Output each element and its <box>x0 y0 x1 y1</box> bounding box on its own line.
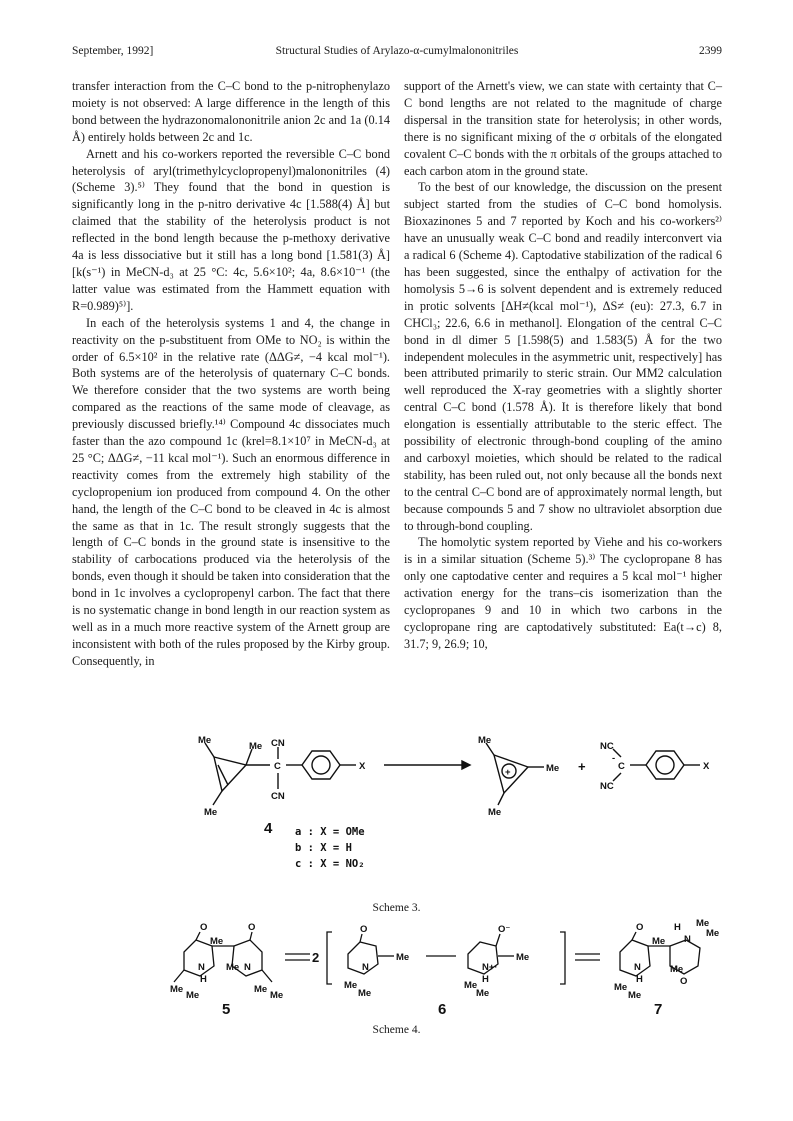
methyl-label: Me <box>249 741 263 752</box>
stoichiometry-label: 2 <box>312 950 320 965</box>
methyl-label: Me <box>270 990 284 1001</box>
methyl-label: Me <box>198 735 212 746</box>
methyl-label: Me <box>488 807 502 818</box>
methyl-label: Me <box>186 990 200 1001</box>
compound-number: 5 <box>222 1001 231 1018</box>
oxygen-anion-label: O⁻ <box>498 924 511 935</box>
oxygen-label: O <box>200 922 208 933</box>
hydrogen-label: H <box>674 922 681 933</box>
hydrogen-label: H <box>636 974 643 985</box>
methyl-label: Me <box>464 980 478 991</box>
compound-number: 6 <box>438 1001 447 1018</box>
methyl-label: Me <box>344 980 358 991</box>
cyclopropenium-ring <box>494 755 528 793</box>
nitrile-label: CN <box>271 791 285 802</box>
methyl-label: Me <box>628 990 642 1001</box>
nitrogen-label: N <box>684 934 691 945</box>
substituent-x-label: X <box>703 761 710 772</box>
nitrile-label: CN <box>271 738 285 749</box>
scheme-3-figure <box>0 735 793 885</box>
right-column <box>404 78 722 653</box>
paragraph: The homolytic system reported by Viehe and his co-workers is in a similar situation (Scheme 5).³⁾ The cyclopropane 8 has only one captodative center and requires a 5 kcal mol⁻¹ higher activation energy for the trans–cis isomerization than the cyclopropanes 9 and 10 in which two carbons in the cyclopropane ring are captodatively substituted: Ea(t→c) 8, 31.7; 9, 26.9; 10, <box>404 535 722 651</box>
methyl-label: Me <box>476 988 490 999</box>
legend-c: c : X = NO₂ <box>295 858 365 870</box>
legend-a: a : X = OMe <box>295 826 365 838</box>
hydrogen-label: H <box>482 974 489 985</box>
methyl-label: Me <box>706 928 720 939</box>
methyl-label: Me <box>358 988 372 999</box>
scheme-3-caption: Scheme 3. <box>372 902 421 914</box>
plus-sign: + <box>578 759 586 774</box>
paragraph: support of the Arnett's view, we can state with certainty that C–C bond lengths are not related to the magnitude of charge dispersal in the transition state for heterolysis; in other words, there is no significant mixing of the σ orbitals of the elongated covalent C–C bonds with the π orbitals of the groups attached to each carbon atom in the ground state. <box>404 79 722 178</box>
methyl-label: Me <box>670 964 684 975</box>
plus-charge-label: + <box>505 767 511 778</box>
methyl-label: Me <box>516 952 530 963</box>
legend-b: b : X = H <box>295 842 352 854</box>
carbon-label: C <box>618 761 625 772</box>
header-title: Structural Studies of Arylazo-α-cumylmalononitriles <box>275 45 519 57</box>
oxygen-label: O <box>636 922 644 933</box>
nitrogen-label: N <box>362 962 369 973</box>
nitrile-label: NC <box>600 741 614 752</box>
methyl-label: Me <box>546 763 560 774</box>
methyl-label: Me <box>210 936 224 947</box>
methyl-label: Me <box>170 984 184 995</box>
methyl-label: Me <box>396 952 410 963</box>
compound-number: 4 <box>264 820 273 837</box>
running-header <box>72 45 722 63</box>
benzene-ring <box>302 751 340 779</box>
hydrogen-label: H <box>200 974 207 985</box>
scheme-4-caption: Scheme 4. <box>372 1024 421 1036</box>
oxygen-label: O <box>680 976 688 987</box>
compound-number: 7 <box>654 1001 663 1018</box>
carbon-label: C <box>274 761 281 772</box>
methyl-label: Me <box>254 984 268 995</box>
nitrogen-label: N <box>244 962 251 973</box>
left-column <box>72 78 390 670</box>
paragraph: In each of the heterolysis systems 1 and 4, the change in reactivity on the p-substituent from OMe to NO₂ is within the order of 6.5×10² in the relative rate (ΔΔG≠, −4 kcal mol⁻¹). Both systems are of the heterolysis of quaternary C–C bonds. We therefore consider that the two systems are worth being compared as the reactions of the same mode of cleavage, as previously discussed briefly.¹⁴⁾ Compound 4c dissociates much faster than the azo compound 1c (krel=8.1×10⁷ in MeCN-d₃ at 25 °C; ΔΔG≠, −11 kcal mol⁻¹). Such an enormous difference in reactivity comes from the extremely high stability of the cyclopropenium ion produced from compound 4. On the other hand, the length of the C–C bond to be cleaved in 4c is almost the same as that in 1c. The result strongly suggests that the length of C–C bonds in the ground state is insensitive to the stability of carbocations produced via the heterolysis of the bonds, even though it should be taken into consideration that the bond in 1c involves a cyclopropenyl carbon. The fact that there is no systematic change in bond length in our reaction system as well as in a much more reactive system of the Arnett group are inconsistent with both of the rules proposed by the Kirby group. Consequently, in <box>72 315 390 668</box>
methyl-label: Me <box>652 936 666 947</box>
methyl-label: Me <box>226 962 240 973</box>
methyl-label: Me <box>696 918 710 929</box>
minus-charge-label: - <box>612 753 616 764</box>
paragraph: transfer interaction from the C–C bond to the p-nitrophenylazo moiety is not observed: A large difference in the length of this bond between the hydrazonomalononitrile anion 2c and 1a (0.14 Å) entirely holds between 2c and 1c. <box>72 79 390 144</box>
scheme-4-figure <box>0 918 793 1018</box>
oxygen-label: O <box>360 924 368 935</box>
substituent-x-label: X <box>359 761 366 772</box>
methyl-label: Me <box>478 735 492 746</box>
oxygen-label: O <box>248 922 256 933</box>
nitrogen-label: N <box>634 962 641 973</box>
nitrile-label: NC <box>600 781 614 792</box>
benzene-ring <box>646 751 684 779</box>
nitrogen-label: N <box>198 962 205 973</box>
paragraph: Arnett and his co-workers reported the reversible C–C bond heterolysis of aryl(trimethylcyclopropenyl)malononitriles (4) (Scheme 3).⁵⁾ They found that the bond in question is significantly long in the p-nitro derivative 4c [1.588(4) Å] but claimed that the stability of the heterolysis product is not reflected in the bond length because the p-methoxy derivative 4a is less dissociative but it still has a long bond [1.581(3) Å] [k(s⁻¹) in MeCN-d₃ at 25 °C: 4c, 5.6×10²; 4a, 8.6×10⁻¹ (the latter value was estimated from the Hammett equation with R=0.989)⁵⁾]. <box>72 146 390 313</box>
methyl-label: Me <box>614 982 628 993</box>
page-number: 2399 <box>699 45 722 57</box>
methyl-label: Me <box>204 807 218 818</box>
header-date: September, 1992] <box>72 45 154 57</box>
paragraph: To the best of our knowledge, the discussion on the present subject started from the studies of C–C bond homolysis. Bioxazinones 5 and 7 reported by Koch and his co-workers²⁾ have an unusually weak C–C bond and readily interconvert via a radical 6 (Scheme 4). Captodative stabilization of the radical 6 has been suggested, since the enthalpy of activation for the homolysis 5→6 is solvent dependent and is extremely reduced in protic solvents [ΔH≠(kcal mol⁻¹), ΔS≠ (eu): 27.3, 6.7 in CHCl₃; 22.6, 6.6 in methanol]. Elongation of the central C–C bond in dl dimer 5 [1.598(5) and 1.583(5) Å for the two independent molecules in the asymmetric unit, respectively] has been attributed primarily to steric strain. Our MM2 calculation well reproduced the X-ray geometries with a slightly shorter central C–C bond (1.578 Å). It is therefore likely that bond elongation is essentially attributable to the steric effect. The possibility of electronic through-bond coupling of the amino and carboxyl moieties, which should be related to the radical stability, has been ruled out, not only because all the bonds next to the central C–C bond are of approximately normal length, but because compounds 5 and 7 show no ultraviolet absorption due to through-bond coupling. <box>404 180 722 533</box>
radical-cation-label: N+· <box>482 962 498 973</box>
cyclopropene-ring <box>214 757 246 791</box>
